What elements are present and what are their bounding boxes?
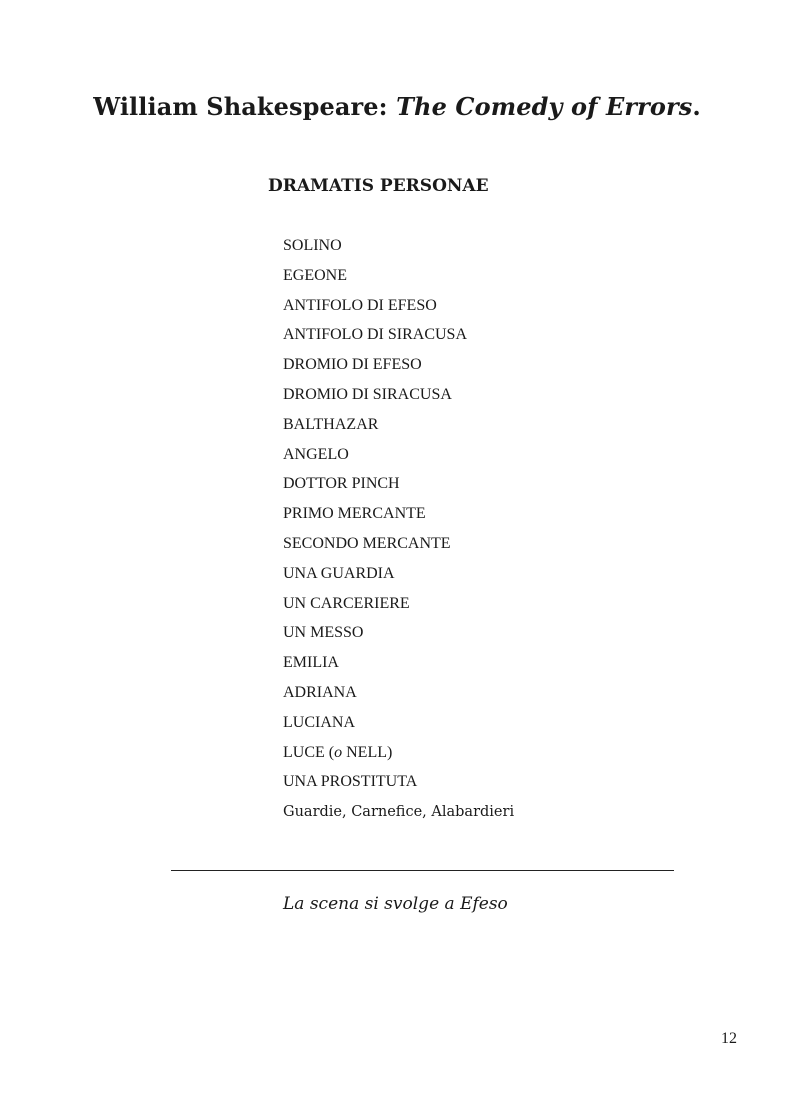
luce-name: LUCE ( — [283, 743, 335, 761]
page-number: 12 — [721, 1030, 737, 1047]
cast-item-secondo-mercante: SECONDO MERCANTE — [283, 534, 451, 552]
cast-item-luciana: LUCIANA — [283, 713, 355, 731]
cast-item-una-prostituta: UNA PROSTITUTA — [283, 773, 418, 791]
dramatis-personae-heading: DRAMATIS PERSONAE — [268, 176, 489, 196]
cast-item-dromio-di-efeso: DROMIO DI EFESO — [283, 356, 422, 374]
title-author: William Shakespeare: — [93, 92, 388, 121]
luce-or: o — [334, 743, 343, 761]
cast-item-una-guardia: UNA GUARDIA — [283, 564, 395, 582]
cast-item-antifolo-di-efeso: ANTIFOLO DI EFESO — [283, 296, 437, 314]
cast-item-luce — [283, 743, 514, 773]
cast-item-dottor-pinch: DOTTOR PINCH — [283, 475, 400, 493]
cast-item-antifolo-di-siracusa: ANTIFOLO DI SIRACUSA — [283, 326, 468, 344]
cast-item-egeone: EGEONE — [283, 266, 347, 284]
cast-item-angelo: ANGELO — [283, 445, 349, 463]
page-title — [0, 92, 794, 121]
cast-item-un-carceriere: UN CARCERIERE — [283, 594, 410, 612]
cast-item-adriana: ADRIANA — [283, 683, 357, 701]
cast-item-balthazar: BALTHAZAR — [283, 415, 379, 433]
cast-item-solino: SOLINO — [283, 237, 342, 254]
horizontal-rule — [171, 870, 674, 871]
cast-list — [283, 236, 514, 832]
title-period: . — [692, 92, 701, 121]
luce-alt: NELL) — [342, 743, 393, 761]
title-work: The Comedy of Errors — [396, 92, 693, 121]
scene-setting: La scena si svolge a Efeso — [283, 894, 508, 914]
cast-item-un-messo: UN MESSO — [283, 624, 364, 642]
cast-item-dromio-di-siracusa: DROMIO DI SIRACUSA — [283, 385, 452, 403]
cast-item-extras: Guardie, Carnefice, Alabardieri — [283, 804, 515, 821]
cast-item-emilia: EMILIA — [283, 654, 339, 672]
cast-item-primo-mercante: PRIMO MERCANTE — [283, 505, 426, 523]
